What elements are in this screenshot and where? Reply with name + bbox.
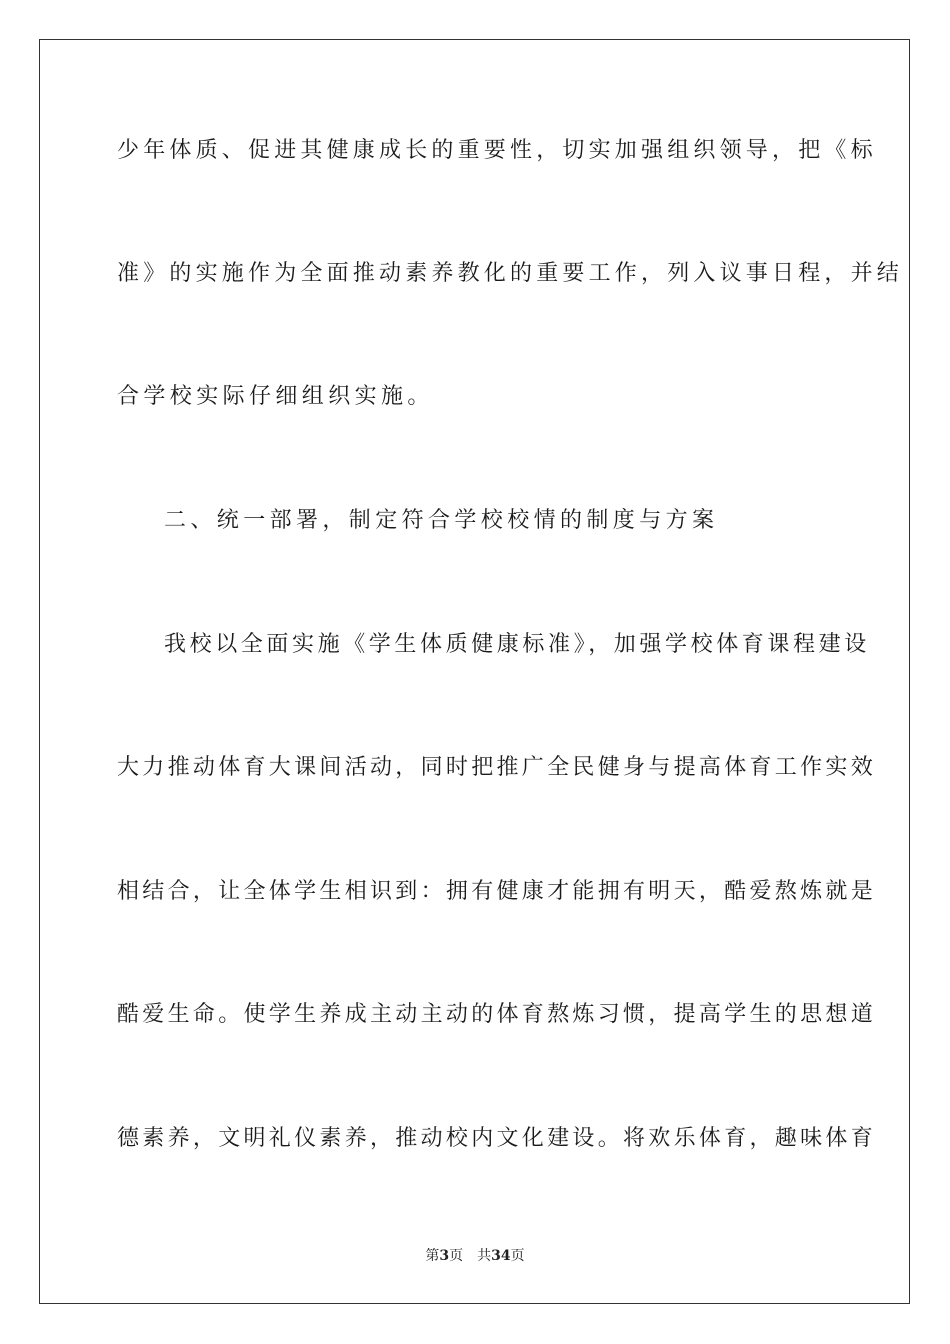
body-line-6: 大力推动体育大课间活动，同时把推广全民健身与提高体育工作实效 [117,755,877,780]
body-line-3: 合学校实际仔细组织实施。 [117,384,434,409]
section-heading: 二、统一部署，制定符合学校校情的制度与方案 [164,508,719,533]
body-line-7: 相结合，让全体学生相识到：拥有健康才能拥有明天，酷爱熬炼就是 [117,879,877,904]
footer-page-prefix: 第 [425,1248,440,1264]
body-line-2: 准》的实施作为全面推动素养教化的重要工作，列入议事日程，并结 [117,261,904,286]
body-line-5: 我校以全面实施《学生体质健康标准》，加强学校体育课程建设 [164,632,870,657]
footer-total-suffix: 页 [510,1248,525,1264]
body-line-8: 酷爱生命。使学生养成主动主动的体育熬炼习惯，提高学生的思想道 [117,1002,877,1027]
footer-total-pages: 34 [491,1248,511,1264]
footer-page-suffix: 页 [449,1248,464,1264]
footer-page-number: 3 [439,1248,450,1264]
body-line-1: 少年体质、促进其健康成长的重要性，切实加强组织领导，把《标 [117,138,877,163]
page-footer [0,1247,950,1265]
page-frame [39,39,910,1304]
footer-total-prefix: 共 [477,1248,492,1264]
body-line-9: 德素养，文明礼仪素养，推动校内文化建设。将欢乐体育，趣味体育 [117,1126,877,1151]
